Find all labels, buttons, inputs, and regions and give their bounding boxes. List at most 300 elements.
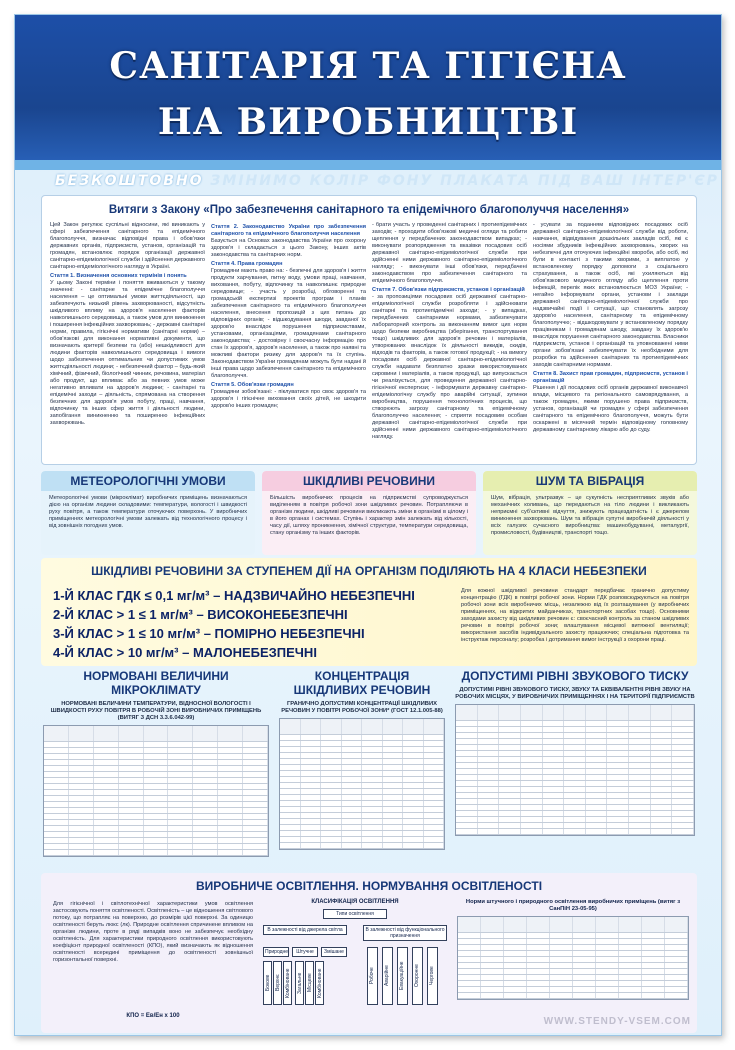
table-cell — [619, 939, 642, 944]
table-cell — [564, 733, 586, 738]
lighting-text: Для гігієнічної і світлотехнічної характеристики умов освітлення застосовують поняття освітленості. Освітленість – це відношення світлового потоку, що потрапляє на поверхню, до розмірів цієї поверхні. За одиницю освітленості беруть люкс (лк). Природне освітлення спричинене впливом на організм людини, проте в ряді випадків воно не забезпечує необхідну освітленість. Для характеристики природного освітлення використовують коефіцієнт природної освітленості (КПО), який визначають як відношення освітленості всередині приміщення до освітленості зовнішньої горизонтальної поверхні. — [53, 901, 253, 963]
table-cell — [94, 838, 119, 843]
microclimate-block — [41, 669, 271, 869]
table-cell — [651, 811, 673, 816]
table-cell — [543, 805, 565, 810]
table-cell — [193, 754, 218, 759]
table-cell — [193, 760, 218, 765]
table-cell — [481, 939, 504, 944]
table-cell — [651, 733, 673, 738]
table-header-row — [458, 917, 688, 933]
lighting-types-box: Типи освітлення — [323, 909, 387, 919]
table-cell — [218, 814, 243, 819]
classification-title: КЛАСИФІКАЦІЯ ОСВІТЛЕННЯ — [311, 899, 399, 905]
table-cell — [243, 790, 268, 795]
table-cell — [478, 733, 500, 738]
table-cell — [672, 829, 694, 834]
table-cell — [665, 969, 688, 974]
table-cell — [521, 733, 543, 738]
table-cell — [564, 799, 586, 804]
table-cell — [280, 777, 301, 782]
table-cell — [504, 981, 527, 986]
table-cell — [521, 769, 543, 774]
table-cell — [218, 826, 243, 831]
table-cell — [665, 945, 688, 950]
table-cell — [629, 781, 651, 786]
table-cell — [119, 766, 144, 771]
table-cell — [586, 793, 608, 798]
table-cell — [478, 705, 500, 720]
table-cell — [94, 748, 119, 753]
table-cell — [543, 829, 565, 834]
table-cell — [586, 829, 608, 834]
table-cell — [218, 726, 243, 741]
table-cell — [218, 832, 243, 837]
law-article-7-cont: - усувати за поданням відповідних посадових осіб державної санітарно-епідеміологічної служби від роботи, навчання, відвідування дошкільних закладів осіб, які є носіями збудників інфекційних захворювань, хворих на небезпечні для оточуючих інфекційні хвороби, або осіб, які були в контакті з такими хворими, з виплатою у встановленому порядку допомоги з соціального страхування, а також осіб, які ухиляються від обов'язкового медичного огляду або щеплення проти інфекцій, перелік яких встановлюється МОЗ України; - негайно інформувати органи, установи і заклади державної санітарно-епідеміологічної служби про надзвичайні події і ситуації, що становлять загрозу здоров'ю населення, санітарному та епідемічному благополуччю; - відшкодовувати у встановленому порядку працівникам і громадянам шкоду, завдану їх здоров'ю внаслідок порушення санітарного законодавства. Власники підприємств, установ і організацій та уповноважені ними органи зобов'язані забезпечувати їх необхідними для розробки та здійснення санітарних та протиепідемічних заходів санітарними нормами. — [533, 222, 688, 368]
table-cell — [301, 783, 322, 788]
table-cell — [456, 793, 478, 798]
table-cell — [144, 838, 169, 843]
source-artificial: Штучне — [292, 947, 318, 957]
table-cell — [478, 775, 500, 780]
table-cell — [564, 763, 586, 768]
table-cell — [456, 721, 478, 726]
table-cell — [564, 781, 586, 786]
table-cell — [586, 823, 608, 828]
table-cell — [504, 993, 527, 998]
table-cell — [243, 850, 268, 855]
table-cell — [481, 993, 504, 998]
table-cell — [94, 772, 119, 777]
table-cell — [403, 801, 424, 806]
table-cell — [586, 727, 608, 732]
law-article-2: Стаття 2. Законодавство України про забезпечення санітарного та епідемічного благополуччя населення — [211, 224, 366, 237]
table-cell — [362, 783, 383, 788]
table-cell — [321, 777, 342, 782]
table-cell — [119, 802, 144, 807]
table-cell — [218, 850, 243, 855]
table-cell — [521, 781, 543, 786]
table-cell — [342, 801, 363, 806]
table-header-row — [44, 726, 268, 742]
table-cell — [403, 719, 424, 734]
table-cell — [521, 817, 543, 822]
table-cell — [629, 817, 651, 822]
table-cell — [243, 766, 268, 771]
table-cell — [168, 748, 193, 753]
table-cell — [672, 721, 694, 726]
noise-text: Шум, вібрація, ультразвук – це сукупність несприятливих звуків або механічних коливань, що передаються на тіло людини і викликають неприємні суб'єктивні відчуття, знижують працездатність і є джерелом виникнення захворювань. Шум та вібрація супутні виробничій діяльності у всіх галузях сучасного виробництва: машинобудуванні, металургії, промисловості, будівництві, транспорті тощо. — [491, 495, 689, 536]
table-cell — [144, 726, 169, 741]
table-cell — [607, 793, 629, 798]
table-cell — [499, 769, 521, 774]
table-cell — [94, 820, 119, 825]
table-cell — [672, 793, 694, 798]
table-cell — [301, 813, 322, 818]
table-cell — [456, 727, 478, 732]
law-column-4 — [533, 222, 688, 460]
table-cell — [94, 832, 119, 837]
table-cell — [362, 719, 383, 734]
table-cell — [607, 751, 629, 756]
table-cell — [94, 844, 119, 849]
table-cell — [550, 939, 573, 944]
table-cell — [586, 739, 608, 744]
table-cell — [301, 789, 322, 794]
table-cell — [193, 808, 218, 813]
table-cell — [521, 823, 543, 828]
table-cell — [321, 831, 342, 836]
sound-pressure-subtitle: ДОПУСТИМІ РІВНІ ЗВУКОВОГО ТИСКУ, ЗВУКУ ТА ЕКВІВАЛЕНТНІ РІВНІ ЗВУКУ НА РОБОЧИХ МІСЦЯХ, У ВИРОБНИЧИХ ПРИМІЩЕННЯХ І НА ТЕРИТОРІЇ ПІДПРИЄМСТВ — [455, 687, 695, 700]
lighting-classification-diagram — [263, 899, 447, 1027]
table-cell — [665, 939, 688, 944]
table-cell — [119, 844, 144, 849]
table-cell — [243, 826, 268, 831]
law-column-1 — [50, 222, 205, 460]
table-cell — [596, 987, 619, 992]
table-cell — [596, 963, 619, 968]
table-cell — [168, 802, 193, 807]
table-cell — [280, 783, 301, 788]
table-cell — [521, 751, 543, 756]
table-cell — [481, 945, 504, 950]
table-cell — [383, 741, 404, 746]
table-cell — [499, 705, 521, 720]
table-cell — [69, 772, 94, 777]
table-cell — [321, 837, 342, 842]
table-cell — [144, 748, 169, 753]
table-cell — [403, 825, 424, 830]
table-cell — [218, 838, 243, 843]
table-cell — [586, 757, 608, 762]
law-intro: Цей Закон регулює суспільні відносини, які виникають у сфері забезпечення санітарного та епідемічного благополуччя, визначає відповідні права і обов'язки державних органів, підприємств, установ, організацій та громадян, встановлює порядок організації державної санітарно-епідеміологічної служби і здійснення державного санітарно-епідеміологічного нагляду в Україні. — [50, 222, 205, 270]
table-cell — [94, 826, 119, 831]
table-cell — [243, 760, 268, 765]
table-cell — [527, 993, 550, 998]
table-cell — [564, 769, 586, 774]
table-cell — [651, 781, 673, 786]
table-cell — [301, 765, 322, 770]
table-cell — [629, 805, 651, 810]
table-cell — [458, 981, 481, 986]
table-cell — [342, 741, 363, 746]
table-cell — [424, 807, 445, 812]
table-cell — [456, 823, 478, 828]
table-cell — [193, 784, 218, 789]
table-cell — [321, 735, 342, 740]
table-cell — [607, 805, 629, 810]
table-cell — [564, 751, 586, 756]
table-cell — [527, 917, 550, 932]
table-cell — [342, 719, 363, 734]
table-cell — [69, 766, 94, 771]
table-cell — [607, 769, 629, 774]
law-article-7: Стаття 7. Обов'язки підприємств, установ і організацій — [372, 287, 525, 293]
table-cell — [564, 745, 586, 750]
table-cell — [504, 939, 527, 944]
table-cell — [144, 790, 169, 795]
purpose-duty: Чергове — [427, 947, 438, 1005]
table-cell — [527, 981, 550, 986]
table-cell — [144, 784, 169, 789]
table-cell — [119, 790, 144, 795]
table-cell — [280, 837, 301, 842]
table-row — [458, 993, 688, 999]
table-cell — [629, 739, 651, 744]
table-cell — [44, 778, 69, 783]
table-cell — [168, 844, 193, 849]
table-cell — [629, 763, 651, 768]
table-cell — [168, 754, 193, 759]
table-cell — [280, 719, 301, 734]
table-cell — [651, 775, 673, 780]
table-cell — [301, 719, 322, 734]
table-cell — [119, 814, 144, 819]
table-cell — [564, 705, 586, 720]
table-cell — [481, 981, 504, 986]
table-cell — [499, 751, 521, 756]
meteo-text: Метеорологічні умови (мікроклімат) виробничих приміщень визначаються дією на організм людини складовими: температури, вологості і швидкості руху повітря, а також температури оточуючих поверхонь. У виробничих приміщеннях метеорологічні умови залежать від технологічного процесу і від зовнішніх погодних умов. — [49, 495, 247, 529]
table-cell — [69, 850, 94, 855]
table-cell — [642, 975, 665, 980]
factors-row — [41, 471, 697, 555]
harmful-title: ШКІДЛИВІ РЕЧОВИНИ — [262, 471, 476, 491]
table-cell — [629, 705, 651, 720]
table-cell — [586, 733, 608, 738]
table-cell — [672, 763, 694, 768]
table-cell — [69, 726, 94, 741]
table-cell — [301, 753, 322, 758]
table-cell — [218, 778, 243, 783]
table-cell — [193, 838, 218, 843]
table-cell — [362, 843, 383, 848]
table-cell — [596, 951, 619, 956]
table-cell — [342, 819, 363, 824]
table-cell — [280, 801, 301, 806]
banner-strong: БЕЗКОШТОВНО — [55, 173, 204, 189]
table-cell — [642, 951, 665, 956]
table-cell — [629, 829, 651, 834]
table-cell — [499, 721, 521, 726]
table-cell — [629, 775, 651, 780]
table-cell — [478, 757, 500, 762]
table-cell — [543, 817, 565, 822]
table-cell — [321, 719, 342, 734]
table-cell — [586, 781, 608, 786]
table-cell — [362, 795, 383, 800]
law-excerpts-panel — [41, 195, 697, 465]
table-cell — [586, 775, 608, 780]
table-cell — [193, 766, 218, 771]
table-cell — [543, 787, 565, 792]
table-cell — [458, 933, 481, 938]
norms-row — [41, 669, 697, 869]
table-cell — [321, 795, 342, 800]
table-cell — [342, 843, 363, 848]
table-cell — [403, 783, 424, 788]
table-cell — [69, 796, 94, 801]
table-cell — [607, 823, 629, 828]
table-cell — [456, 751, 478, 756]
table-cell — [403, 777, 424, 782]
table-cell — [672, 727, 694, 732]
table-cell — [280, 843, 301, 848]
table-cell — [144, 766, 169, 771]
table-cell — [527, 975, 550, 980]
table-cell — [69, 820, 94, 825]
table-cell — [527, 987, 550, 992]
table-cell — [596, 933, 619, 938]
law-title: Витяги з Закону «Про забезпечення санітарного та епідемічного благополуччя населення» — [108, 204, 630, 216]
table-cell — [665, 975, 688, 980]
table-cell — [69, 844, 94, 849]
purpose-security: Охоронне — [412, 947, 423, 1005]
table-cell — [586, 705, 608, 720]
table-cell — [424, 831, 445, 836]
table-cell — [342, 807, 363, 812]
table-cell — [478, 811, 500, 816]
table-cell — [69, 826, 94, 831]
table-cell — [478, 781, 500, 786]
table-cell — [521, 757, 543, 762]
table-cell — [607, 775, 629, 780]
table-cell — [665, 933, 688, 938]
table-cell — [550, 933, 573, 938]
table-cell — [280, 771, 301, 776]
table-cell — [144, 814, 169, 819]
table-cell — [478, 769, 500, 774]
table-cell — [424, 753, 445, 758]
table-cell — [619, 981, 642, 986]
table-cell — [243, 838, 268, 843]
table-cell — [607, 757, 629, 762]
table-header-row — [280, 719, 444, 735]
hazard-class-list — [53, 586, 443, 662]
table-cell — [342, 765, 363, 770]
table-cell — [586, 817, 608, 822]
table-cell — [458, 969, 481, 974]
table-cell — [69, 802, 94, 807]
table-cell — [651, 705, 673, 720]
table-cell — [665, 963, 688, 968]
noise-title: ШУМ ТА ВІБРАЦІЯ — [483, 471, 697, 491]
table-cell — [619, 975, 642, 980]
table-cell — [342, 759, 363, 764]
artificial-local: Місцеве — [305, 961, 314, 1005]
table-cell — [424, 795, 445, 800]
table-cell — [403, 741, 424, 746]
table-cell — [586, 799, 608, 804]
table-cell — [672, 799, 694, 804]
table-cell — [243, 778, 268, 783]
table-cell — [403, 789, 424, 794]
table-cell — [521, 745, 543, 750]
table-cell — [193, 850, 218, 855]
table-cell — [504, 917, 527, 932]
table-cell — [564, 823, 586, 828]
law-article-7-text: - за пропозиціями посадових осіб державної санітарно-епідеміологічної служби розробляти і здійснювати санітарні та протиепідемічні заходи; - у випадках, передбачених санітарними нормами, забезпечувати лабораторний контроль за виконанням вимог цих норм щодо безпеки виробництва (зберігання, транспортування тощо) шкідливих для здоров'я речовин і матеріалів, утворюваних внаслідок їх діяльності викидів, скидів, відходів та факторів, а також готової продукції; - на вимогу посадових осіб державної санітарно-епідеміологічної служби надавати безплатно зразки використовуваних сировини і матеріалів, а також продукції, що випускається чи реалізується, для проведення державної санітарно-гігієнічної експертизи; - інформувати державну санітарно-епідеміологічну службу про аварійні ситуації, зупинки виробництва, порушення технологічних процесів, що створюють загрозу санітарному та епідемічному благополуччю населення; - сприяти посадовим особам державної санітарно-епідеміологічної служби при здійсненні ними державного санітарно-епідеміологічного нагляду. — [372, 294, 527, 440]
table-cell — [619, 987, 642, 992]
table-cell — [573, 987, 596, 992]
table-cell — [642, 981, 665, 986]
table-cell — [383, 819, 404, 824]
table-cell — [44, 838, 69, 843]
table-cell — [301, 735, 322, 740]
table-cell — [573, 939, 596, 944]
table-cell — [144, 850, 169, 855]
table-cell — [642, 945, 665, 950]
table-cell — [651, 799, 673, 804]
table-cell — [168, 826, 193, 831]
poster — [14, 14, 722, 1036]
table-cell — [44, 808, 69, 813]
table-cell — [342, 771, 363, 776]
table-cell — [424, 759, 445, 764]
table-cell — [478, 799, 500, 804]
table-cell — [499, 793, 521, 798]
table-cell — [586, 805, 608, 810]
table-cell — [550, 993, 573, 998]
law-article-1: Стаття 1. Визначення основних термінів і понять — [50, 273, 187, 279]
table-cell — [573, 933, 596, 938]
by-purpose-box: В залежності від функціонального призначення — [363, 925, 447, 941]
table-cell — [607, 727, 629, 732]
table-cell — [607, 721, 629, 726]
table-cell — [499, 811, 521, 816]
table-cell — [144, 808, 169, 813]
purpose-evacuation: Евакуаційне — [397, 947, 408, 1005]
table-cell — [403, 759, 424, 764]
source-natural: Природне — [265, 949, 289, 955]
table-cell — [586, 811, 608, 816]
table-cell — [243, 726, 268, 741]
table-cell — [342, 783, 363, 788]
table-cell — [456, 757, 478, 762]
table-cell — [458, 975, 481, 980]
table-cell — [69, 778, 94, 783]
table-cell — [94, 784, 119, 789]
table-cell — [564, 811, 586, 816]
table-cell — [651, 829, 673, 834]
table-cell — [403, 819, 424, 824]
table-cell — [168, 814, 193, 819]
table-cell — [44, 742, 69, 747]
table-cell — [607, 763, 629, 768]
table-cell — [243, 748, 268, 753]
microclimate-title: НОРМОВАНІ ВЕЛИЧИНИ МІКРОКЛІМАТУ — [83, 669, 229, 697]
table-cell — [119, 832, 144, 837]
table-cell — [168, 726, 193, 741]
table-cell — [193, 796, 218, 801]
table-cell — [573, 957, 596, 962]
table-cell — [383, 831, 404, 836]
hazard-class-4: 4-Й КЛАС > 10 мг/м³ – МАЛОНЕБЕЗПЕЧНІ — [53, 645, 317, 660]
table-cell — [651, 805, 673, 810]
table-cell — [521, 727, 543, 732]
table-cell — [586, 745, 608, 750]
table-cell — [543, 733, 565, 738]
table-cell — [280, 735, 301, 740]
table-cell — [543, 751, 565, 756]
table-cell — [607, 817, 629, 822]
table-cell — [629, 769, 651, 774]
table-cell — [383, 759, 404, 764]
table-cell — [458, 993, 481, 998]
table-cell — [94, 754, 119, 759]
table-cell — [44, 748, 69, 753]
table-cell — [550, 945, 573, 950]
table-cell — [543, 811, 565, 816]
